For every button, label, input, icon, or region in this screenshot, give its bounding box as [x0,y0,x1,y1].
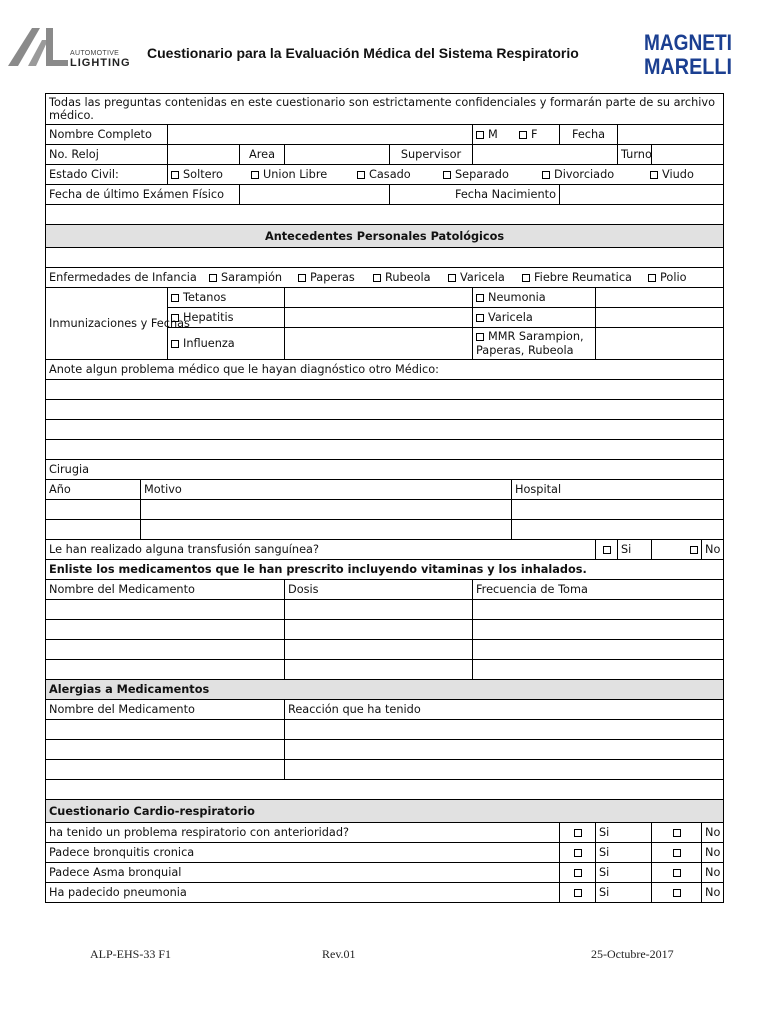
enfermedades-infancia: Enfermedades de Infancia Sarampión Paperas Rubeola Varicela Fiebre Reumatica Polio [46,268,724,288]
cardio-question: ha tenido un problema respiratorio con anterioridad? [46,823,560,843]
nombre-field[interactable] [168,125,473,145]
otro-medico-line[interactable] [46,440,724,460]
table-row [46,740,724,760]
checkbox-union-libre [251,171,259,179]
checkbox-transfusion-no [690,546,698,554]
logo-right-line1: MAGNETI [644,30,732,55]
fecha-nacimiento-label: Fecha Nacimiento [390,185,560,205]
estado-civil-options: Soltero Union Libre Casado Separado Divorciado Viudo [168,165,724,185]
nombre-row [46,125,724,145]
no-reloj-field[interactable] [168,145,240,165]
fecha-label: Fecha [560,125,618,145]
no-reloj-label: No. Reloj [46,145,168,165]
table-row [46,760,724,780]
area-field[interactable] [285,145,390,165]
checkbox-fiebre-reumatica [522,274,530,282]
checkbox-m[interactable] [476,131,484,139]
checkbox-influenza [171,340,179,348]
checkbox-cardio-si [574,869,582,877]
estado-civil-row [46,165,724,185]
logo-right-line2: MARELLI [644,54,732,79]
checkbox-polio [648,274,656,282]
sexo-field[interactable]: M F [473,125,560,145]
alergias-title: Alergias a Medicamentos [46,680,724,700]
footer-date: 25-Octubre-2017 [591,947,674,961]
hepatitis-fecha-field[interactable] [285,308,473,328]
magneti-marelli-logo [642,26,734,80]
inmunizacion-row-3: Influenza MMR Sarampion, Paperas, Rubeola [46,328,724,360]
medicamentos-title: Enliste los medicamentos que le han prescrito incluyendo vitaminas y los inhalados. [46,560,724,580]
med-col-nombre: Nombre del Medicamento [46,580,285,600]
supervisor-field[interactable] [473,145,618,165]
checkbox-f[interactable] [519,131,527,139]
checkbox-mmr [476,333,484,341]
varicela-fecha-field[interactable] [596,308,724,328]
table-row [46,720,724,740]
checkbox-cardio-no [673,869,681,877]
antecedentes-header-row [46,225,724,248]
checkbox-paperas [298,274,306,282]
checkbox-cardio-si [574,889,582,897]
cirugia-title-row [46,460,724,480]
cirugia-title: Cirugia [46,460,724,480]
checkbox-sarampion [209,274,217,282]
area-label: Area [240,145,285,165]
confidential-note: Todas las preguntas contenidas en este cuestionario son estrictamente confidenciales y formarán parte de su archivo médico. [46,94,724,125]
table-row [46,600,724,620]
fecha-examen-label: Fecha de último Exámen Físico [46,185,240,205]
checkbox-cardio-si [574,849,582,857]
checkbox-tetanos [171,294,179,302]
table-row [46,500,724,520]
confidential-row [46,94,724,125]
turno-label: Turno [618,145,652,165]
enfermedades-label: Enfermedades de Infancia [49,271,197,284]
table-row [46,640,724,660]
checkbox-soltero [171,171,179,179]
otro-medico-line[interactable] [46,400,724,420]
otro-medico-row [46,360,724,380]
checkbox-cardio-si [574,829,582,837]
checkbox-cardio-no [673,889,681,897]
footer-rev: Rev.01 [322,947,356,961]
otro-medico-line[interactable] [46,380,724,400]
document-header [0,0,768,92]
checkbox-varicela [448,274,456,282]
med-col-frecuencia: Frecuencia de Toma [473,580,724,600]
alergia-col-reaccion: Reacción que ha tenido [285,700,724,720]
cardio-question: Ha padecido pneumonia [46,883,560,903]
footer-code: ALP-EHS-33 F1 [90,947,172,961]
cardio-question-row: Padece Asma bronquial Si No [46,863,724,883]
fecha-examen-field[interactable] [240,185,390,205]
checkbox-separado [443,171,451,179]
inmunizacion-row-2: Hepatitis Varicela [46,308,724,328]
inmunizaciones-label: Inmunizaciones y Fechas [46,288,168,360]
cirugia-col-hospital: Hospital [512,480,724,500]
fecha-examen-row [46,185,724,205]
alergia-col-nombre: Nombre del Medicamento [46,700,285,720]
cardio-question: Padece Asma bronquial [46,863,560,883]
logo-left-line1: AUTOMOTIVE [70,50,120,57]
otro-medico-line[interactable] [46,420,724,440]
logo-left-line2: LIGHTING [70,57,131,69]
checkbox-casado [357,171,365,179]
cardio-question: Padece bronquitis cronica [46,843,560,863]
medical-questionnaire-form [45,93,724,903]
tetanos-fecha-field[interactable] [285,288,473,308]
transfusion-no-label: No [702,540,724,560]
checkbox-transfusion-si [603,546,611,554]
supervisor-label: Supervisor [390,145,473,165]
checkbox-divorciado [542,171,550,179]
fecha-nacimiento-field[interactable] [560,185,724,205]
antecedentes-title: Antecedentes Personales Patológicos [46,225,724,248]
cardio-title-row [46,800,724,823]
cirugia-header-row [46,480,724,500]
fecha-field[interactable] [618,125,724,145]
enfermedades-row [46,268,724,288]
influenza-fecha-field[interactable] [285,328,473,360]
checkbox-varicela-vacuna [476,314,484,322]
cirugia-col-motivo: Motivo [141,480,512,500]
cardio-question-row: ha tenido un problema respiratorio con anterioridad? Si No [46,823,724,843]
medicamentos-title-row [46,560,724,580]
alergias-header-row [46,700,724,720]
cirugia-col-ano: Año [46,480,141,500]
mmr-fecha-field[interactable] [596,328,724,360]
transfusion-row [46,540,724,560]
neumonia-fecha-field[interactable] [596,288,724,308]
cardio-question-row: Ha padecido pneumonia Si No [46,883,724,903]
turno-field[interactable] [652,145,724,165]
checkbox-cardio-no [673,849,681,857]
checkbox-neumonia [476,294,484,302]
table-row [46,620,724,640]
cardio-title: Cuestionario Cardio-respiratorio [46,800,724,823]
checkbox-viudo [650,171,658,179]
nombre-label: Nombre Completo [46,125,168,145]
cardio-question-row: Padece bronquitis cronica Si No [46,843,724,863]
inmunizacion-row-1: Inmunizaciones y Fechas Tetanos Neumonia [46,288,724,308]
medicamentos-header-row [46,580,724,600]
med-col-dosis: Dosis [285,580,473,600]
table-row [46,660,724,680]
checkbox-hepatitis [171,314,179,322]
table-row [46,520,724,540]
checkbox-cardio-no [673,829,681,837]
checkbox-rubeola [373,274,381,282]
otro-medico-label: Anote algun problema médico que le hayan diagnóstico otro Médico: [46,360,724,380]
transfusion-question: Le han realizado alguna transfusión sanguínea? [46,540,596,560]
estado-civil-label: Estado Civil: [46,165,168,185]
alergias-title-row [46,680,724,700]
document-title: Cuestionario para la Evaluación Médica del Sistema Respiratorio [147,45,579,61]
transfusion-si-label: Si [618,540,652,560]
reloj-row [46,145,724,165]
